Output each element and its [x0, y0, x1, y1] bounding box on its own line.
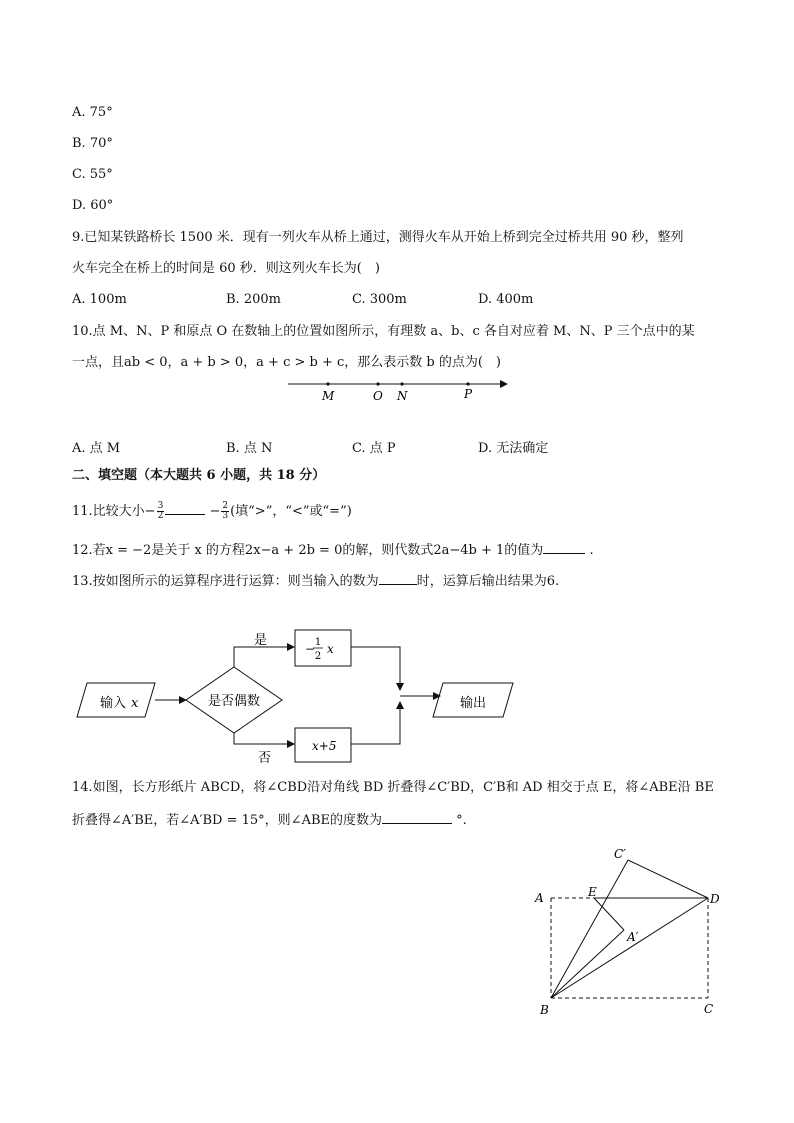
box1-sign: −: [305, 642, 316, 656]
q14-text-line2: 折叠得∠A′BE，若∠A′BD = 15°，则∠ABE的度数为: [72, 813, 383, 828]
q13-text: 13.按如图所示的运算程序进行运算：则当输入的数为: [72, 574, 379, 589]
q14-line2: 折叠得∠A′BE，若∠A′BD = 15°，则∠ABE的度数为 °.: [72, 813, 467, 828]
q8-option-a: A. 75°: [72, 105, 113, 120]
q11-line: 11.比较大小− $\frac{3}{2}$ − $\frac{2}{3}$ (填“>”，“<”或“=”): [72, 501, 352, 521]
no-label: 否: [258, 751, 272, 766]
q13-line: 13.按如图所示的运算程序进行运算：则当输入的数为 时，运算后输出结果为6.: [72, 574, 560, 589]
q9-option-d: D. 400m: [478, 292, 534, 307]
q12-line: 12.若x = −2是关于 x 的方程2x−a + 2b = 0的解，则代数式2a−4b + 1的值为 .: [72, 543, 594, 558]
box1-variable: x: [327, 642, 334, 656]
q11-suffix: (填“>”，“<”或“=”): [230, 504, 352, 519]
input-label: 输入: [100, 696, 127, 711]
decision-label: 是否偶数: [207, 694, 261, 709]
q9-option-a: A. 100m: [72, 292, 127, 307]
q9-option-c: C. 300m: [352, 292, 407, 307]
q11-prefix: 11.比较大小−: [72, 504, 156, 519]
point-d-label: D: [710, 892, 720, 906]
q9-text-line1: 9.已知某铁路桥长 1500 米．现有一列火车从桥上通过，测得火车从开始上桥到完全过桥共用 90 秒，整列: [72, 230, 684, 245]
q11-fraction-2: $\frac{2}{3}$: [222, 501, 229, 521]
axis-label-n: N: [397, 389, 408, 403]
q10-text-line2: 一点，且ab < 0，a + b > 0，a + c > b + c，那么表示数 b 的点为( ): [72, 355, 501, 370]
point-c-prime-label: C′: [614, 847, 626, 861]
q9-option-b: B. 200m: [226, 292, 281, 307]
q11-fraction-1: $\frac{3}{2}$: [157, 501, 164, 521]
axis-label-p: P: [464, 387, 473, 401]
output-label: 输出: [460, 696, 487, 711]
q14-text-line1: 14.如图，长方形纸片 ABCD，将∠CBD沿对角线 BD 折叠得∠C′BD，C′B和 AD 相交于点 E，将∠ABE沿 BE: [72, 780, 714, 795]
box1-numerator: 1: [314, 637, 322, 648]
q10-option-a: A. 点 M: [72, 441, 121, 456]
axis-label-o: O: [373, 389, 383, 403]
q8-option-c: C. 55°: [72, 167, 113, 182]
point-a-label: A: [535, 891, 544, 905]
axis-label-m: M: [322, 389, 335, 403]
q10-option-c: C. 点 P: [352, 441, 396, 456]
point-c-label: C: [704, 1002, 714, 1016]
q10-option-d: D. 无法确定: [478, 441, 549, 456]
q9-text-line2: 火车完全在桥上的时间是 60 秒．则这列火车长为( ): [72, 261, 380, 276]
section-heading: 二、填空题（本大题共 6 小题，共 18 分）: [72, 468, 326, 483]
point-b-label: B: [540, 1003, 549, 1017]
box1-denominator: 2: [314, 651, 322, 662]
box2-label: x+5: [312, 739, 337, 753]
q8-option-b: B. 70°: [72, 136, 113, 151]
q12-text: 12.若x = −2是关于 x 的方程2x−a + 2b = 0的解，则代数式2a−4b + 1的值为: [72, 543, 544, 558]
q10-text-line1: 10.点 M、N、P 和原点 O 在数轴上的位置如图所示，有理数 a、b、c 各自对应着 M、N、P 三个点中的某: [72, 324, 695, 339]
point-e-label: E: [588, 885, 597, 899]
yes-label: 是: [254, 633, 268, 648]
point-a-prime-label: A′: [627, 930, 639, 944]
q8-option-d: D. 60°: [72, 198, 114, 213]
q10-option-b: B. 点 N: [226, 441, 273, 456]
input-variable: x: [131, 696, 139, 711]
